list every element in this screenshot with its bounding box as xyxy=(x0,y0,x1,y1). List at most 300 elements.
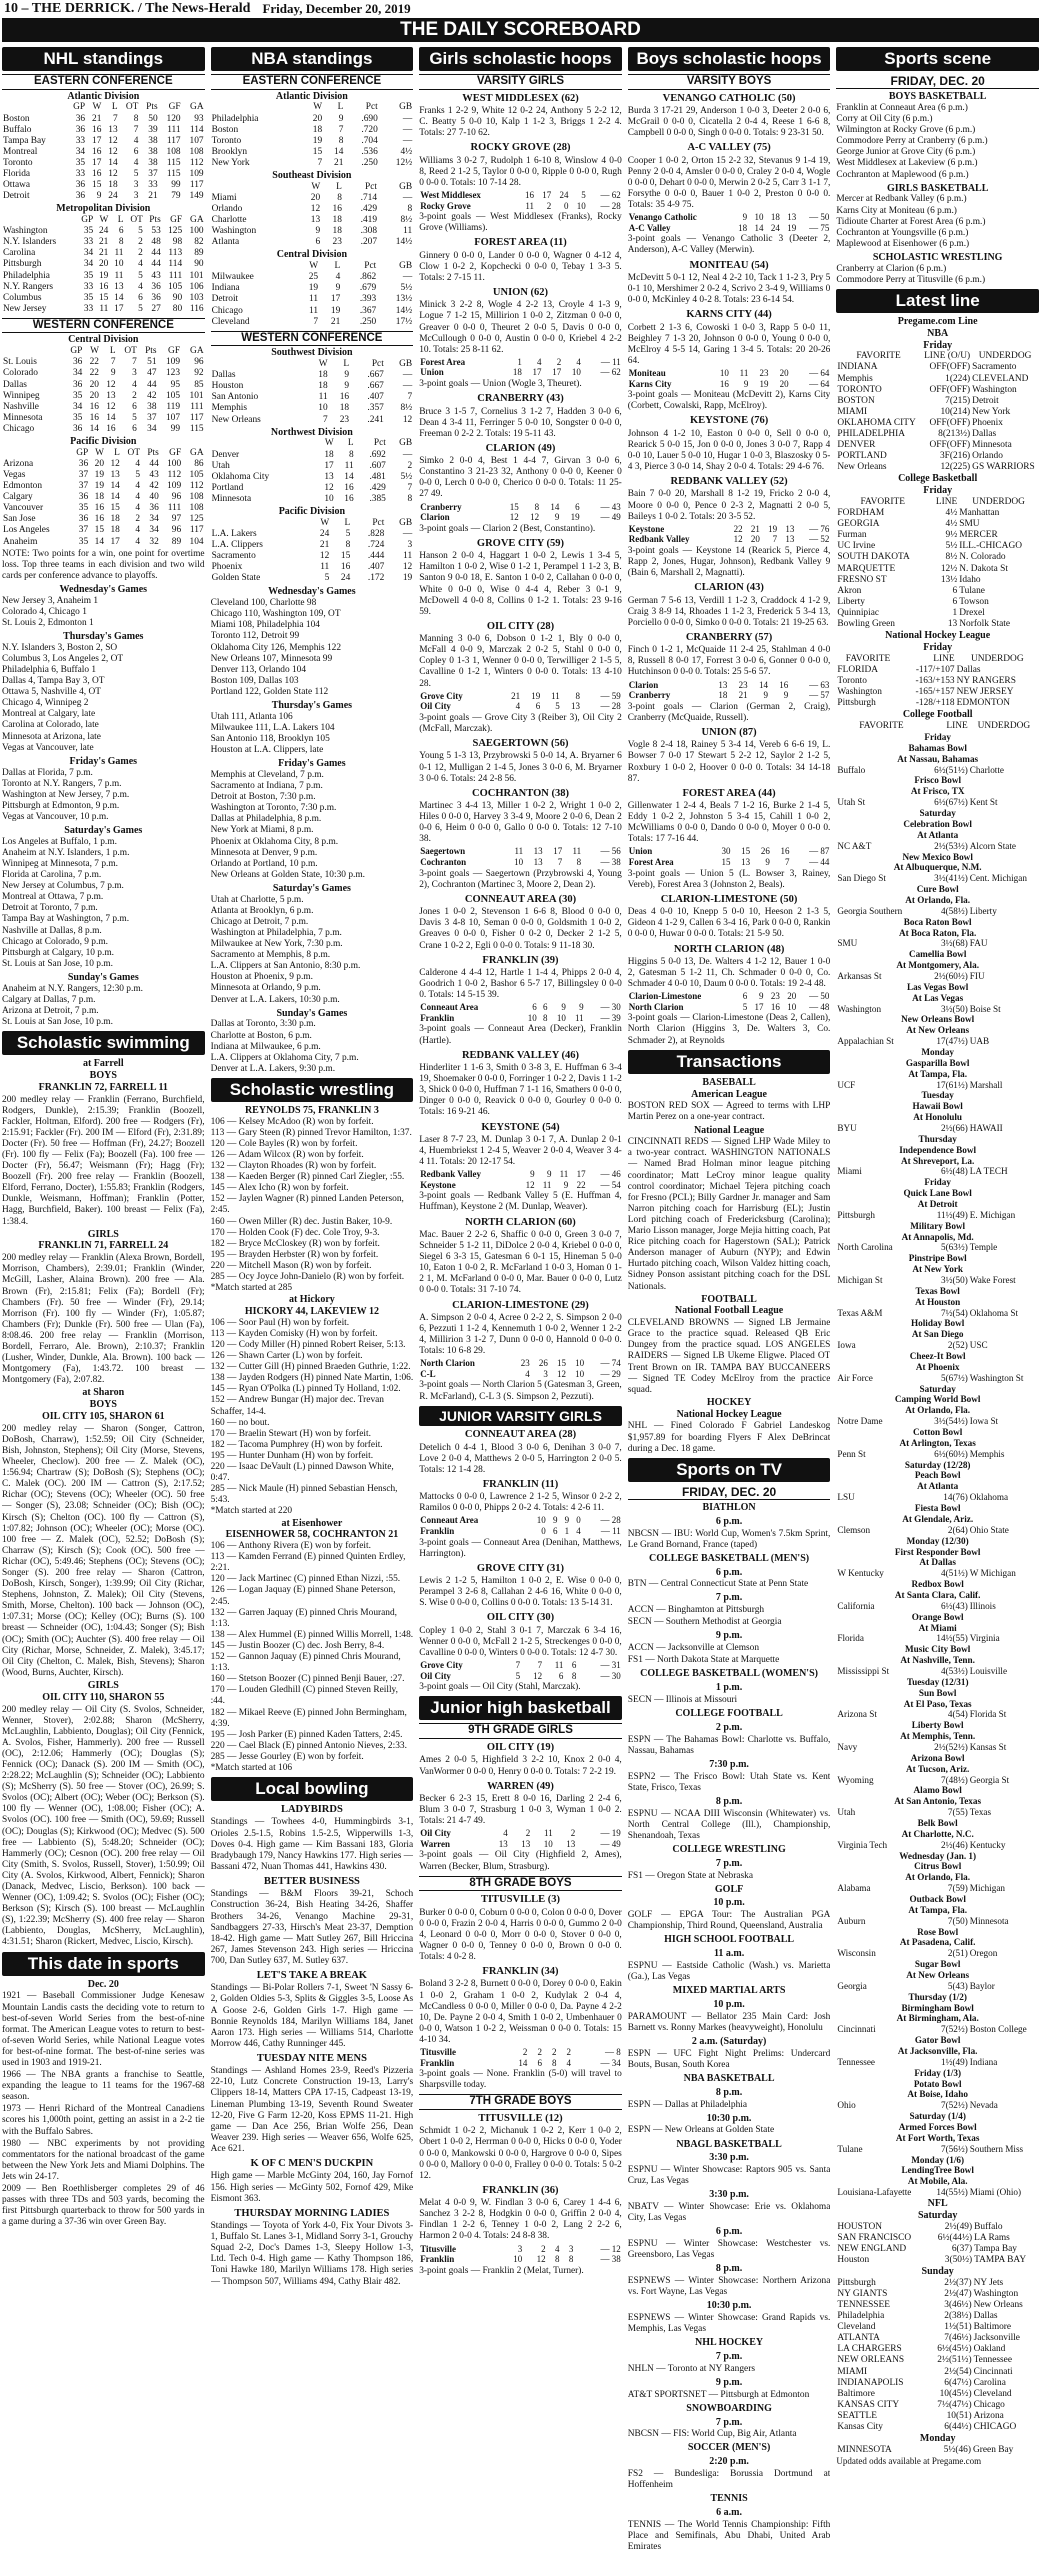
favorite: Utah xyxy=(837,1807,856,1818)
table-cell: 14 xyxy=(114,292,124,303)
table-cell: L.A. Clippers xyxy=(211,539,263,550)
table-cell: 36 xyxy=(75,180,86,191)
favorite: Louisiana-Lafayette xyxy=(837,2187,912,2198)
quarter-row xyxy=(419,701,622,712)
table-cell: New Orleans xyxy=(211,414,261,425)
table-row xyxy=(211,551,414,562)
quarter-cell: 10 xyxy=(575,1358,585,1369)
nhl-schedule xyxy=(2,584,205,1028)
line: 2½(66) xyxy=(940,1122,968,1133)
line: 17(47½) xyxy=(936,1036,968,1047)
table-cell: INDIANAPOLIS xyxy=(837,2377,904,2388)
table-cell: — xyxy=(402,370,413,381)
swim-girls-label-2: GIRLS xyxy=(87,1679,119,1691)
team-box-line: McDevitt 5 0-1 12, Neal 4 2-2 10, Tack 1 1-2 3, Pry 5 0-1 10, Mershimer 2 0-2 4, Scrivo 2 3-4 9, Williams 0 0-0 0, McKinley 4 0-2 8. Totals: 23 6-14 54. xyxy=(627,272,831,306)
table-cell: 4 xyxy=(133,135,139,146)
schedule-line: Detroit at Toronto, 7 p.m. xyxy=(2,903,98,914)
table-cell: 16 xyxy=(94,514,105,525)
line: 14(55½) xyxy=(936,2187,968,2198)
team-box-line: Gillenwater 1 2-4 4, Beals 7 1-2 16, Burke 2 1-4 5, Eddy 1 0-2 2, Johnston 5 3-4 15, Cahill 1 0-0 2, McWilliams 0 0-0 0, Dando 0 0-0 0, Moyer 0 0-0 0. Totals: 17 7-16 44. xyxy=(627,801,831,845)
three-point-goals: 3-point goals — Conneaut Area (Decker), Franklin (Hartle). xyxy=(419,1024,622,1046)
table-cell: 7 xyxy=(317,157,323,168)
table-cell: 36 xyxy=(78,492,89,503)
bowl-site-row xyxy=(836,2176,1039,2187)
table-cell: .444 xyxy=(367,551,385,562)
quarter-cell: Titusville xyxy=(420,2243,457,2254)
score-by-quarters xyxy=(628,212,831,233)
line-bowl-table xyxy=(836,721,1039,2198)
line-nfl-day-2: Sunday xyxy=(921,2266,954,2278)
tv-listing: AT&T SPORTSNET — Pittsburgh at Edmonton xyxy=(627,2389,810,2400)
score-by-quarters xyxy=(419,1002,622,1023)
team-box-title: KEYSTONE (76) xyxy=(689,415,769,427)
table-cell: 116 xyxy=(189,303,204,314)
sports-scene-header: Sports scene xyxy=(836,47,1039,71)
quarter-cell: 19 xyxy=(787,222,797,233)
swim-results-2: 200 medley relay — Franklin (Alexa Brown, Bordell, Morrison, Chambers), 2:39.01; Franklin (Winder, McGill, Lasher, Alaina Brown). 200 free — Ala. Brown (Fr), 2:15.81; Felix (Fa); Bordell (Fr); Chambers (Fr). 50 free — Winder (Fr), 29.14; Morrison (Fr). 100 fly — Winder (Fr), 1:05.87; Chambers (Fr); Dunkle (Fr). 500 free — Ulan (Fa), 8:08.46. 200 free relay — Franklin (Morrison, Bordell, Ferraro, Ale. Brown), 2:10.37; Franklin (Lusher, Winder, Dunkle, Ala. Brown). 100 back — Montgomery (Fa), 1:43.72. 100 breast — Montgomery (Fa), 2:07.82. xyxy=(2,1253,205,1386)
header-cell: W xyxy=(324,438,334,449)
bowl-name: Music City Bowl xyxy=(905,1644,971,1655)
three-point-goals: 3-point goals — North Clarion 5 (Gatesman 3, Green, R. McFarland), C-L 3 (S. Simpson 2, Pezzuti). xyxy=(419,1380,622,1402)
table-cell: Nashville xyxy=(3,401,39,412)
table-cell: 20 xyxy=(310,192,321,203)
quarter-cell: — 43 xyxy=(600,501,621,512)
eighth-grade-games xyxy=(419,1894,622,2091)
table-row xyxy=(836,2355,1039,2366)
line: 5(63½) xyxy=(940,1242,968,1253)
nba-west-header: WESTERN CONFERENCE xyxy=(211,331,414,347)
tv-time: 6 p.m. xyxy=(715,1515,743,1527)
quarter-cell: 26 xyxy=(760,846,770,857)
quarter-cell: Clarion xyxy=(420,512,450,523)
table-cell: Tennessee xyxy=(973,2355,1012,2366)
table-cell: 15 xyxy=(110,503,120,514)
table-row xyxy=(836,2422,1039,2433)
table-cell: .308 xyxy=(360,226,377,237)
result-line: 170 — Braelin Stewart (H) won by forfeit. xyxy=(210,1428,371,1439)
team-box-line: Vogle 8 2-4 18, Rainey 5 3-4 14, Vereb 6 6-6 19, L. Bowser 7 0-0 17 Stewart 5 2-2 12, Saylor 2 1-2 5, Roxbury 1 0-0 2, Hoover 0 0-0 0. Totals: 34 14-18 87. xyxy=(627,740,831,784)
tv-listing: ESPN2 — The Frisco Bowl: Utah State vs. Kent State, Frisco, Texas xyxy=(627,1771,831,1793)
quarter-cell: 13 xyxy=(570,701,580,712)
table-cell: Florida xyxy=(3,168,31,179)
table-cell: 3F(216) xyxy=(939,451,971,462)
quarter-cell: 20 xyxy=(787,991,797,1002)
table-cell: 16 xyxy=(344,493,354,504)
line-nhl-table xyxy=(836,654,1039,709)
table-cell: 115 xyxy=(166,157,181,168)
result-line: *Match started at 285 xyxy=(210,1283,293,1294)
table-cell: .419 xyxy=(360,215,377,226)
line: 7(56½) xyxy=(940,2143,968,2154)
quarter-cell: 7 xyxy=(515,1660,521,1671)
underdog: Nevada xyxy=(969,2100,998,2111)
table-cell: PHILADELPHIA xyxy=(837,429,906,439)
line: 1½(49) xyxy=(940,2056,968,2067)
bowl-site-row xyxy=(836,1796,1039,1807)
team-box-line: Laser 8 7-7 23, M. Dunlap 3 0-1 7, A. Dunlap 2 0-1 4, Huembriekst 1 2-4 5, Weaver 2 0-0 4, Weaver 3 4-4 11. Totals: 20 12-17 54. xyxy=(419,1134,622,1168)
tv-listing: ESPNEWS — Winter Showcase: Grand Rapids vs. Memphis, Las Vegas xyxy=(627,2313,831,2335)
bowl-name: Fiesta Bowl xyxy=(914,1503,961,1514)
quarter-cell: — 50 xyxy=(809,212,830,223)
tv-listing: ACCN — Jacksonville at Clemson xyxy=(627,1643,760,1654)
header-cell: FAVORITE xyxy=(856,351,901,362)
bowl-name-row xyxy=(836,2122,1039,2133)
underdog: Miami (Ohio) xyxy=(969,2187,1022,2198)
table-cell: NY RANGERS xyxy=(956,675,1016,686)
header-cell: FAVORITE xyxy=(860,496,905,507)
table-row xyxy=(211,125,414,136)
quarter-row xyxy=(419,367,622,378)
table-cell: Chicago xyxy=(973,2399,1005,2410)
table-cell: 10(51) xyxy=(946,2410,972,2421)
bowl-day: Saturday (12/28) xyxy=(904,1459,971,1470)
tv-time: 6 p.m. xyxy=(715,1566,743,1578)
table-row xyxy=(211,461,414,472)
table-row xyxy=(836,698,1039,709)
table-cell: Orlando xyxy=(972,451,1003,462)
quarter-cell: 0 xyxy=(564,200,569,211)
bowl-day-row xyxy=(836,2155,1039,2166)
header-cell xyxy=(211,102,302,113)
underdog: Illinois xyxy=(969,1600,996,1611)
line: 4(51½) xyxy=(940,1568,968,1579)
tv-time: 7 p.m. xyxy=(715,2351,743,2363)
quarter-row xyxy=(419,357,622,368)
table-cell: .385 xyxy=(369,493,386,504)
quarter-cell: 11 xyxy=(574,1012,584,1023)
quarter-cell: — 28 xyxy=(600,200,621,211)
quarter-cell: Grove City xyxy=(420,690,463,701)
line-nfl-label: NFL xyxy=(927,2198,948,2210)
wrestling-match-2: HICKORY 44, LAKEVIEW 12 xyxy=(244,1306,379,1318)
table-cell: 14 xyxy=(106,412,116,423)
scene-sections xyxy=(836,91,1039,286)
quarter-cell: 8 xyxy=(571,1670,577,1681)
header-cell: L xyxy=(117,215,124,226)
table-cell: 3 xyxy=(133,180,139,191)
team-box-line: Higgins 5 0-0 13, De. Walters 4 1-2 12, Bauer 1 0-0 2, Gatesman 5 1-2 11, Ch. Schmader 0 0-0 0, Co. Schmader 4 0-0 10, Daum 0 0-0 0. Totals: 19 2-4 48. xyxy=(627,956,831,990)
tv-sport: COLLEGE FOOTBALL xyxy=(675,1708,783,1720)
header-cell: Pts xyxy=(146,102,158,113)
scene-section: SCHOLASTIC WRESTLING xyxy=(872,251,1003,263)
table-row xyxy=(836,2333,1039,2344)
score-by-quarters xyxy=(628,680,831,701)
schedule-line: New Orleans 107, Minnesota 99 xyxy=(210,653,333,664)
bowl-name: First Responder Bowl xyxy=(894,1546,981,1557)
tv-time: 6 p.m. xyxy=(715,2226,743,2238)
table-cell: ILL.-CHICAGO xyxy=(959,541,1022,552)
bowl-name-row xyxy=(836,1503,1039,1514)
quarter-cell: 11 xyxy=(544,1828,553,1839)
line: 2(52) xyxy=(947,1340,968,1351)
table-cell: 22 xyxy=(89,368,99,379)
table-cell: FLORIDA xyxy=(837,664,879,675)
favorite: Miami xyxy=(837,1166,862,1177)
bowl-day-row xyxy=(836,1134,1039,1145)
scene-section: GIRLS BASKETBALL xyxy=(886,182,989,194)
table-cell: 2(38½) xyxy=(944,2311,972,2322)
table-cell: Detroit xyxy=(3,191,30,202)
table-cell: Jacksonville xyxy=(973,2333,1020,2344)
table-cell: — xyxy=(402,381,413,392)
history-item: 2009 — Ben Roethlisberger completes 29 of 46 passes with three TDs and 503 yards, becoming the first Pittsburgh quarterback to throw for 500 yards in a game during a 37-36 win over Green Bay. xyxy=(2,2184,205,2228)
table-cell: N. Colorado xyxy=(959,552,1006,563)
table-cell: 120 xyxy=(166,113,181,124)
table-row xyxy=(836,2411,1039,2422)
header-cell: OT xyxy=(125,102,139,113)
table-cell: .429 xyxy=(369,482,386,493)
bowl-site: At New Orleans xyxy=(906,1970,970,1981)
quarter-cell: 9 xyxy=(742,212,748,223)
table-row xyxy=(211,317,414,328)
bowl-name: Celebration Bowl xyxy=(903,818,972,829)
score-by-quarters xyxy=(419,691,622,712)
quarter-cell: — 87 xyxy=(809,846,830,857)
team-box-line: Ames 2 0-0 5, Highfield 3 2-2 10, Knox 2 0-0 4, VanWormer 0 0-0 0, Henry 0 0-0 0. Totals: 7 2-2 19. xyxy=(419,1755,622,1777)
bowl-line-row xyxy=(836,873,1039,884)
nba-southeast-header: Southeast Division xyxy=(272,169,352,181)
table-cell: .862 xyxy=(359,272,377,283)
bowl-name: Citrus Bowl xyxy=(914,1861,962,1872)
table-cell: Quinnipiac xyxy=(837,607,880,618)
result-line: 145 — Justin Boozer (C) dec. Josh Berry, 8-4. xyxy=(210,1640,385,1651)
table-cell: NY Jets xyxy=(973,2277,1004,2288)
tv-listing: NBCSN — FIS: World Cup, Big Air, Atlanta xyxy=(627,2429,797,2440)
bowl-name: Gasparilla Bowl xyxy=(905,1057,970,1068)
underdog: W Michigan xyxy=(969,1568,1016,1579)
table-cell: 4 xyxy=(135,481,141,492)
table-row xyxy=(836,2311,1039,2322)
table-row xyxy=(2,391,205,402)
favorite: SMU xyxy=(837,938,858,949)
schedule-line: Orlando at Portland, 10 p.m. xyxy=(210,858,318,869)
table-cell: .407 xyxy=(367,562,385,573)
tv-time: 10 p.m. xyxy=(713,1897,745,1909)
score-by-quarters xyxy=(419,357,622,378)
schedule-line: Cleveland 100, Charlotte 98 xyxy=(210,598,317,609)
table-row xyxy=(836,396,1039,407)
table-cell: 36 xyxy=(151,281,161,292)
line-nfl-table xyxy=(836,2222,1039,2266)
score-by-quarters xyxy=(628,524,831,545)
team-box-title: OIL CITY (28) xyxy=(486,620,555,632)
bowl-site-row xyxy=(836,2046,1039,2057)
line: 6½(51½) xyxy=(934,764,968,775)
underdog: Memphis xyxy=(969,1448,1005,1459)
tv-listing: NHLN — Toronto at NY Rangers xyxy=(627,2363,755,2374)
team-box-line: Hanson 2 0-0 4, Haggart 1 0-0 2, Lewis 1 3-4 5, Hamilton 1 0-0 2, Wise 0 1-2 1, Perampel 1 1-2 3, B. Santon 9 0-0 18, E. Santon 1 0-0 2, Callahan 0 0-0 0, White 0 0-0 0, Wise 0 4-4 4, Reber 3 0-1 9, McDowell 4 0-0 8, Collins 0 1-2 1. Totals: 23 9-16 59. xyxy=(419,551,622,617)
bowl-name-row xyxy=(836,2003,1039,2014)
bowl-name-row xyxy=(836,1894,1039,1905)
quarter-row xyxy=(419,2058,622,2069)
score-by-quarters xyxy=(419,190,622,211)
table-cell: 8 xyxy=(118,237,124,248)
quarter-cell: 12 xyxy=(525,1179,535,1190)
table-cell: TORONTO xyxy=(837,384,882,395)
schedule-line: Dallas 4, Tampa Bay 3, OT xyxy=(2,676,105,687)
bowl-name: Armed Forces Bowl xyxy=(898,2122,977,2133)
header-cell: Pct xyxy=(373,438,386,449)
result-line: *Match started at 106 xyxy=(210,1762,293,1773)
bowl-line-row xyxy=(836,1080,1039,1091)
bowl-line-row xyxy=(836,1568,1039,1579)
table-cell: .720 xyxy=(361,124,378,135)
bowl-name-row xyxy=(836,1101,1039,1112)
quarter-cell: — 49 xyxy=(600,1838,621,1849)
table-cell: 44 xyxy=(151,248,161,259)
table-cell: 19 xyxy=(402,573,413,584)
table-cell: 35 xyxy=(78,536,89,547)
quarter-cell: 4 xyxy=(525,1368,530,1379)
league-results: Standings — Towhees 4-0, Hummingbirds 3-1, Orioles 2.5-1.5, Robins 1.5-2.5, Wipperwills 1-3, Doves 0-4. High game — Kim Bassani 183, Gloria Bradybaugh 179, Nancy Hawkins 177. High series — Bassani 472, Nuan Thomas 441, Hawkins 430. xyxy=(210,1817,414,1872)
table-cell: 35 xyxy=(78,503,89,514)
quarter-cell: West Middlesex xyxy=(420,189,481,200)
bowl-site-row xyxy=(836,1590,1039,1601)
quarter-cell: — 52 xyxy=(809,534,830,545)
bowl-site: At Honolulu xyxy=(913,1112,963,1123)
nba-northwest-table xyxy=(211,438,414,505)
quarter-cell: — 38 xyxy=(600,857,621,868)
favorite: Pittsburgh xyxy=(837,1209,875,1220)
result-line: 170 — Holden Cook (F) dec. Cole Troy, 9-3. xyxy=(210,1227,380,1238)
table-cell: .690 xyxy=(361,113,378,124)
table-cell: 12 xyxy=(402,562,413,573)
table-cell: 101 xyxy=(189,270,204,281)
table-cell: .607 xyxy=(369,460,386,471)
bowl-name: Gator Bowl xyxy=(914,2035,961,2046)
quarter-cell: Cranberry xyxy=(628,690,671,701)
table-cell: 11 xyxy=(99,303,109,314)
table-cell: 42 xyxy=(147,390,157,401)
latest-line-header: Latest line xyxy=(836,289,1039,313)
quarter-cell: 7 xyxy=(772,534,778,545)
table-cell: — xyxy=(402,449,413,460)
table-cell: OFF(OFF) xyxy=(929,362,971,373)
quarter-cell: 21 xyxy=(750,523,760,534)
table-row xyxy=(2,537,205,548)
table-row xyxy=(2,226,205,237)
table-row xyxy=(836,440,1039,451)
swim-girls-label: GIRLS xyxy=(87,1228,119,1240)
header-cell: LINE xyxy=(933,653,955,664)
quarter-cell: 10 xyxy=(575,1368,585,1379)
team-box-title: FRANKLIN (11) xyxy=(482,1478,559,1490)
result-line: 160 — Owen Miller (R) dec. Justin Baker, 10-9. xyxy=(210,1216,393,1227)
history-item: 1921 — Baseball Commissioner Judge Kenesaw Mountain Landis casts the deciding vote to return to best-of-seven World Series from the best-of-nine format. The American League votes to return to best-of-seven World Series, while National League votes for best-of-nine format. The best-of-nine series was used in 1903 and 1919-21. xyxy=(2,1991,205,2068)
tv-time: 7 p.m. xyxy=(715,2416,743,2428)
table-cell: BOSTON xyxy=(837,395,875,406)
header-cell: L xyxy=(343,359,350,370)
table-row xyxy=(211,415,414,426)
header-cell: W xyxy=(313,102,323,113)
table-cell: 10 xyxy=(324,493,334,504)
table-row xyxy=(836,451,1039,462)
table-row xyxy=(836,676,1039,687)
header-cell: W xyxy=(320,517,330,528)
schedule-line: Dallas at Florida, 7 p.m. xyxy=(2,767,93,778)
bowl-day: Saturday xyxy=(919,808,956,819)
bowl-site: At Miami xyxy=(918,1622,957,1633)
table-cell: 38 xyxy=(147,401,157,412)
result-line: 132 — Garren Jaquay (E) pinned Chris Mourand, 1:13. xyxy=(210,1607,398,1629)
table-cell: 15 xyxy=(92,180,102,191)
varsity-boys-header: VARSITY BOYS xyxy=(628,74,831,90)
underdog: Michigan xyxy=(969,1883,1005,1894)
table-cell: 15 xyxy=(340,551,351,562)
tv-listing: ESPN — Dallas at Philadelphia xyxy=(627,2099,748,2110)
three-point-goals: 3-point goals — Union 5 (L. Bowser 3, Rainey, Vereb), Forest Area 3 (Johnston 2, Beals). xyxy=(627,868,831,890)
table-cell: — xyxy=(402,192,413,203)
favorite: Buffalo xyxy=(837,764,866,775)
quarter-cell: 4 xyxy=(537,356,542,367)
header-cell: GB xyxy=(399,359,413,370)
table-row xyxy=(2,368,205,379)
schedule-line: L.A. Clippers at Oklahoma City, 7 p.m. xyxy=(210,1052,359,1063)
result-line: 152 — Gannon Jaquay (E) pinned Chris Mourand, 1:13. xyxy=(210,1652,401,1674)
bowl-line-row xyxy=(836,1275,1039,1286)
bowl-line-row xyxy=(836,1340,1039,1351)
table-cell: Baltimore xyxy=(973,2322,1012,2333)
favorite: Arkansas St xyxy=(837,970,882,981)
table-cell: .172 xyxy=(367,573,385,584)
table-row xyxy=(2,380,205,391)
favorite: UCF xyxy=(837,1079,856,1090)
tv-listing: NBCSN — IBU: World Cup, Women's 7.5km Sprint, Le Grand Bornand, France (taped) xyxy=(627,1528,831,1550)
table-cell: 36 xyxy=(78,514,89,525)
nhl-west-header: WESTERN CONFERENCE xyxy=(2,318,205,334)
line: 2½(46) xyxy=(940,1839,968,1850)
table-cell: 119 xyxy=(166,401,181,412)
table-cell: Bowling Green xyxy=(837,619,895,629)
quarter-cell: 11 xyxy=(554,1660,564,1671)
tv-sport: GOLF xyxy=(714,1883,744,1895)
table-cell: 14 xyxy=(89,423,99,434)
table-cell: Dallas xyxy=(972,429,997,439)
table-cell: 37 xyxy=(78,525,89,536)
header-cell: GA xyxy=(190,102,204,113)
team-box-title: CRANBERRY (43) xyxy=(477,393,564,405)
table-cell: 13½ xyxy=(940,574,958,585)
table-cell: Drexel xyxy=(959,607,985,618)
quarter-cell: Franklin xyxy=(420,2254,455,2265)
table-cell: .429 xyxy=(360,203,377,214)
result-line: *Match started at 220 xyxy=(210,1506,293,1517)
line-nhl-label: National Hockey League xyxy=(885,630,991,642)
team-box-line: Martinec 3 4-4 13, Miller 1 0-2 2, Wright 1 0-0 2, Hiles 0 0-0 0, Harvey 3 3-4 9, Moore 2 0-0 6, Dean 2 0-0 6, Heim 0 0-0 0, Gallo 0 0-0 0. Totals: 12 7-10 38. xyxy=(419,801,622,845)
table-cell: Memphis xyxy=(211,403,248,414)
table-cell: 32 xyxy=(149,536,159,547)
quarter-cell: 12 xyxy=(536,2254,546,2265)
table-cell: 112 xyxy=(189,481,204,492)
table-cell: 16 xyxy=(94,503,105,514)
quarter-cell: 2 xyxy=(541,2243,546,2254)
table-cell: ATLANTA xyxy=(837,2333,880,2344)
underdog: Indiana xyxy=(969,2056,998,2067)
underdog: Baylor xyxy=(969,1980,995,1991)
quarter-cell: Cranberry xyxy=(420,501,462,512)
wrestling-site-3: at Eisenhower xyxy=(281,1517,343,1529)
schedule-line: St. Louis at San Jose, 10 p.m. xyxy=(2,958,113,969)
league-results: Standings — B&M Floors 39-21, Schoch Construction 36-24, Bish Heating 34-26, Shaffer Brothers 34-26, Venango Machine 29-31, Sandbaggers 27-33, Hirsch's Meat 23-37, Demption 18-42. High game — Matt Sutley 267, Bill Hriccina 267, James Stevenson 243. High series — Hriccina 700, Dan Sutley 637, M. Sutley 637. xyxy=(210,1889,414,1966)
history-header: This date in sports xyxy=(2,1952,205,1976)
bowl-day: Thursday xyxy=(918,1133,957,1144)
schedule-line: Washington at Toronto, 7:30 p.m. xyxy=(210,803,337,814)
quarter-row xyxy=(419,1169,622,1180)
league-name: THURSDAY MORNING LADIES xyxy=(234,2207,390,2219)
table-cell: Charlotte xyxy=(211,215,247,226)
table-row xyxy=(2,413,205,424)
table-cell: N.Y. Rangers xyxy=(3,281,54,292)
